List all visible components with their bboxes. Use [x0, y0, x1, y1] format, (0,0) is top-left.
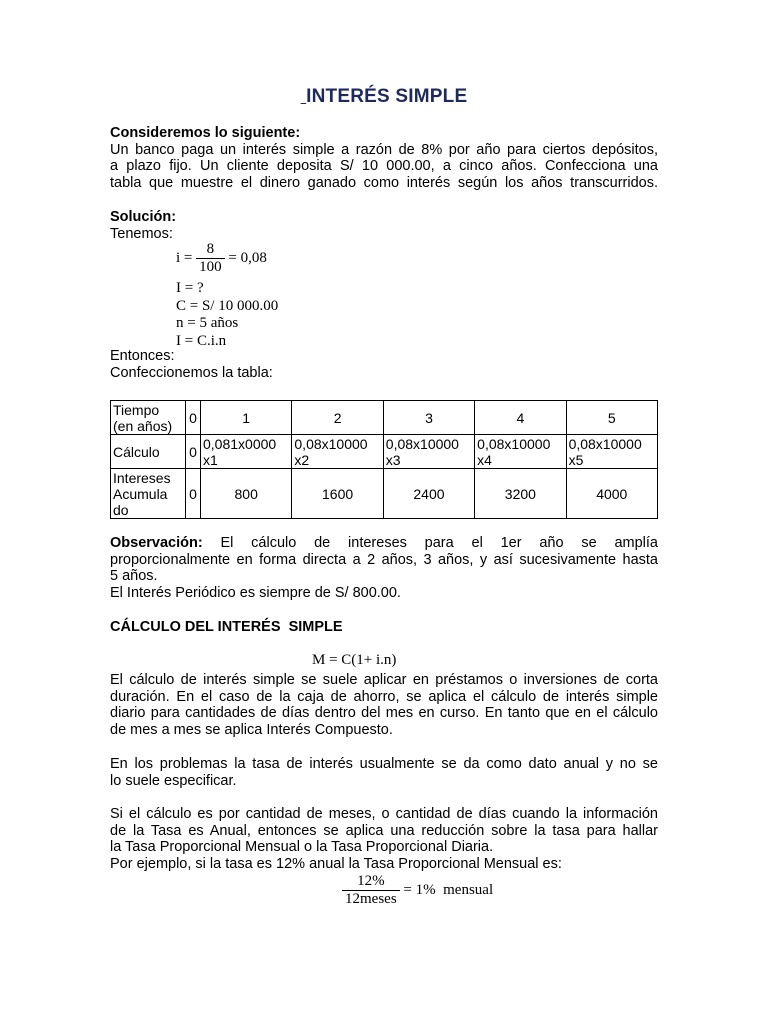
calc-cell-2: 0,08x10000 x2: [292, 435, 383, 469]
calc-cell-3: 0,08x10000 x3: [383, 435, 474, 469]
time-cell-3: 3: [383, 401, 474, 435]
accumulated-cell-1: 800: [201, 469, 292, 519]
para1-line-4: de mes a mes se aplica Interés Compuesto.: [110, 721, 393, 738]
accumulated-cell-4: 3200: [475, 469, 566, 519]
para3-line-4: Por ejemplo, si la tasa es 12% anual la Tasa Proporcional Mensual es:: [110, 855, 562, 872]
row-label-time: Tiempo (en años): [111, 401, 186, 435]
para2-line-2: lo suele especificar.: [110, 772, 237, 789]
rate-numerator: 8: [196, 241, 225, 259]
rate-equation: [176, 241, 267, 276]
solution-section: [110, 209, 658, 242]
time-cell-1: 1: [201, 401, 292, 435]
page-title: [0, 86, 768, 108]
para3-line-2: de la Tasa es Anual, entonces se aplica una reducción sobre la tasa para hallar: [110, 822, 658, 839]
para1-line-1: El cálculo de interés simple se suele aplicar en préstamos o inversiones de corta: [110, 672, 658, 688]
rate-rhs: = 0,08: [228, 249, 267, 266]
section2-heading: CÁLCULO DEL INTERÉS SIMPLE: [110, 619, 343, 635]
capital-value: C = S/ 10 000.00: [176, 297, 279, 314]
calc-cell-1: 0,081x0000 x1: [201, 435, 292, 469]
row-label-accumulated: Intereses Acumula do: [111, 469, 186, 519]
rate-denominator: 100: [199, 259, 222, 275]
interest-formula: I = C.i.n: [176, 332, 227, 349]
rate-lhs: i =: [176, 249, 193, 266]
observation-line-1: El cálculo de intereses para el 1er año se amplía: [202, 535, 658, 551]
section2-heading-block: [110, 619, 658, 636]
interest-unknown: I = ?: [176, 280, 204, 296]
title-text: INTERÉS SIMPLE: [306, 86, 468, 107]
observation-label: Observación:: [110, 535, 203, 551]
years-value: n = 5 años: [176, 315, 239, 331]
section2-para3: [110, 806, 658, 872]
table-row-time: [111, 401, 658, 435]
row-label-calc: Cálculo: [111, 435, 186, 469]
observation-line-3: 5 años.: [110, 568, 158, 585]
problem-line-2: a plazo fijo. Un cliente deposita S/ 10 000.00, a cinco años. Confecciona una: [110, 158, 658, 175]
para1-line-3: diario para cantidades de días dentro del mes en curso. En tanto que en el cálculo: [110, 705, 658, 722]
monthly-rate-fraction: [342, 873, 400, 908]
time-cell-4: 4: [475, 401, 566, 435]
time-cell-0: 0: [186, 401, 201, 435]
observation-line-4: El Interés Periódico es siempre de S/ 800.00.: [110, 584, 401, 601]
accumulated-cell-0: 0: [186, 469, 201, 519]
monthly-rate-numerator: 12%: [342, 873, 400, 891]
para3-line-3: la Tasa Proporcional Mensual o la Tasa Proporcional Diaria.: [110, 839, 494, 856]
section2-para1: [110, 672, 658, 738]
table-intro-text: Confeccionemos la tabla:: [110, 364, 273, 381]
given-values: [176, 280, 278, 350]
problem-line-3: tabla que muestre el dinero ganado como interés según los años transcurridos.: [110, 174, 658, 191]
time-cell-2: 2: [292, 401, 383, 435]
para2-line-1: En los problemas la tasa de interés usualmente se da como dato anual y no se: [110, 756, 658, 772]
monthly-rate-denominator: 12meses: [345, 891, 397, 907]
problem-heading: Consideremos lo siguiente:: [110, 125, 301, 141]
time-cell-5: 5: [566, 401, 657, 435]
table-intro-section: [110, 348, 658, 381]
calc-cell-4: 0,08x10000 x4: [475, 435, 566, 469]
accumulated-cell-3: 2400: [383, 469, 474, 519]
solution-intro: Tenemos:: [110, 225, 173, 242]
rate-fraction: [196, 241, 225, 276]
para1-line-2: duración. En el caso de la caja de ahorro, se aplica el cálculo de interés simple: [110, 688, 658, 705]
then-text: Entonces:: [110, 348, 175, 364]
accumulated-cell-2: 1600: [292, 469, 383, 519]
table-row-calc: [111, 435, 658, 469]
observation-line-2: proporcionalmente en forma directa a 2 años, 3 años, y así sucesivamente hasta: [110, 551, 658, 568]
problem-section: [110, 125, 658, 191]
calc-cell-0: 0: [186, 435, 201, 469]
solution-heading: Solución:: [110, 209, 177, 225]
calc-cell-5: 0,08x10000 x5: [566, 435, 657, 469]
para3-line-1: Si el cálculo es por cantidad de meses, o cantidad de días cuando la información: [110, 806, 658, 822]
problem-line-1: Un banco paga un interés simple a razón de 8% por año para ciertos depósitos,: [110, 141, 658, 158]
accumulated-cell-5: 4000: [566, 469, 657, 519]
monthly-rate-equation: [342, 873, 493, 908]
interest-table: [110, 400, 658, 519]
observation-section: [110, 535, 658, 601]
section2-para2: [110, 756, 658, 789]
table-row-accumulated: [111, 469, 658, 519]
monthly-rate-result: = 1% mensual: [403, 881, 494, 898]
amount-formula: M = C(1+ i.n): [312, 652, 397, 668]
